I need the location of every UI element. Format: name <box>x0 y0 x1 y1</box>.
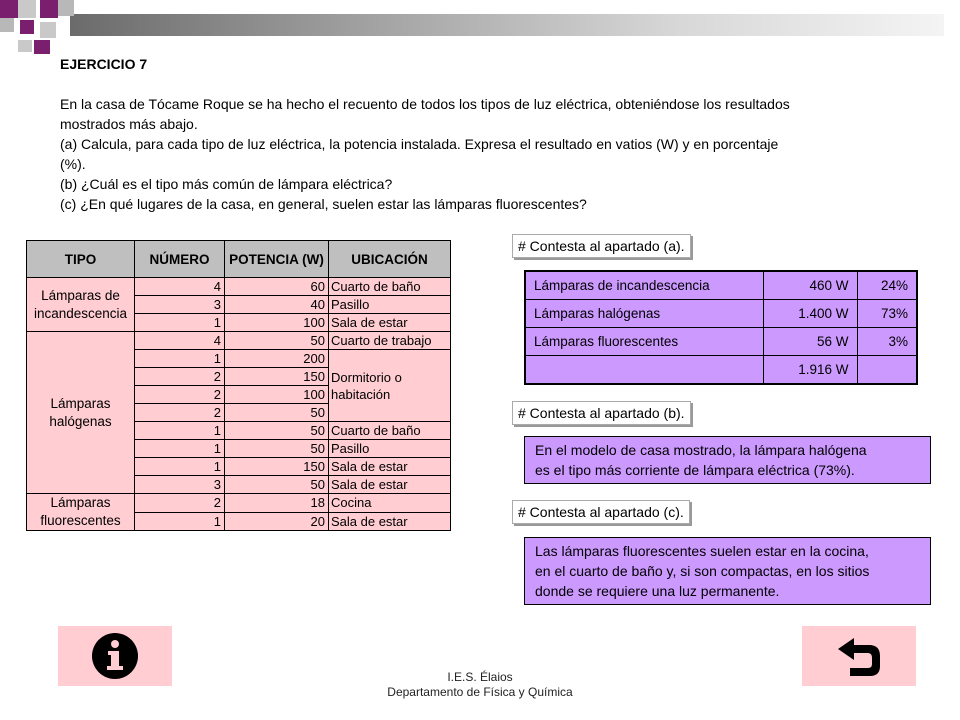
numero-cell: 3 <box>135 476 225 494</box>
numero-cell: 2 <box>135 386 225 404</box>
answer-b-label: # Contesta al apartado (b). <box>512 401 691 425</box>
decor-square <box>40 0 58 18</box>
decor-square <box>40 22 56 38</box>
numero-cell: 1 <box>135 458 225 476</box>
answer-c-text <box>524 537 931 605</box>
numero-cell: 2 <box>135 404 225 422</box>
group-label: halógenas <box>49 413 112 429</box>
statement-line: (c) ¿En qué lugares de la casa, en general, suelen estar las lámparas fluorescentes? <box>60 196 587 212</box>
potencia-cell: 50 <box>225 440 329 458</box>
answer-a-label: # Contesta al apartado (a). <box>512 234 691 258</box>
numero-cell: 1 <box>135 512 225 531</box>
decor-square <box>0 18 14 32</box>
ubicacion-cell: Cuarto de trabajo <box>329 332 451 350</box>
potencia-cell: 50 <box>225 476 329 494</box>
statement-line: En la casa de Tócame Roque se ha hecho el recuento de todos los tipos de luz eléctrica, obteniéndose los resultados <box>60 96 790 112</box>
result-porcentaje: 24% <box>857 271 917 300</box>
lamp-inventory-table <box>26 240 451 531</box>
answer-line: En el modelo de casa mostrado, la lámpara halógena <box>535 442 867 458</box>
potencia-cell: 50 <box>225 332 329 350</box>
footer-school: I.E.S. Élaios <box>447 670 513 684</box>
decor-square <box>18 40 32 52</box>
ubicacion-cell: Sala de estar <box>329 314 451 332</box>
potencia-cell: 18 <box>225 494 329 513</box>
group-fluorescentes <box>27 494 135 531</box>
exercise-statement <box>60 94 890 214</box>
answer-line: en el cuarto de baño y, si son compactas, en los sitios <box>535 563 870 579</box>
ubicacion-cell: Cocina <box>329 494 451 513</box>
result-potencia: 56 W <box>763 328 857 356</box>
result-porcentaje: 73% <box>857 300 917 328</box>
ubicacion-cell: Sala de estar <box>329 458 451 476</box>
statement-line: (%). <box>60 156 86 172</box>
group-incandescencia <box>27 278 135 332</box>
answer-b-text <box>524 436 931 484</box>
answer-a-table <box>524 270 918 385</box>
numero-cell: 4 <box>135 278 225 296</box>
ubicacion-cell-merged: Dormitorio o habitación <box>329 350 451 422</box>
result-porcentaje: 3% <box>857 328 917 356</box>
answer-line: Las lámparas fluorescentes suelen estar en la cocina, <box>535 543 869 559</box>
numero-cell: 4 <box>135 332 225 350</box>
potencia-cell: 60 <box>225 278 329 296</box>
result-empty <box>525 356 763 385</box>
decor-square <box>18 0 36 18</box>
decor-square <box>0 0 18 18</box>
group-label: fluorescentes <box>40 513 121 528</box>
potencia-cell: 50 <box>225 404 329 422</box>
numero-cell: 1 <box>135 350 225 368</box>
ubicacion-cell: Sala de estar <box>329 512 451 531</box>
numero-cell: 1 <box>135 314 225 332</box>
result-total: 1.916 W <box>763 356 857 385</box>
statement-line: (a) Calcula, para cada tipo de luz eléctrica, la potencia instalada. Expresa el resultado en vatios (W) y en porcentaje <box>60 136 779 152</box>
result-tipo: Lámparas de incandescencia <box>525 271 763 300</box>
numero-cell: 1 <box>135 422 225 440</box>
table-row <box>27 278 451 296</box>
numero-cell: 3 <box>135 296 225 314</box>
group-label: Lámparas de <box>41 287 120 303</box>
result-empty <box>857 356 917 385</box>
header-tipo: TIPO <box>27 241 135 278</box>
result-tipo: Lámparas fluorescentes <box>525 328 763 356</box>
header-ubicacion: UBICACIÓN <box>329 241 451 278</box>
footer-department: Departamento de Física y Química <box>387 685 573 699</box>
decor-square <box>34 40 50 54</box>
table-row <box>525 271 917 300</box>
potencia-cell: 40 <box>225 296 329 314</box>
group-label: incandescencia <box>33 305 128 321</box>
title-decor-bar <box>70 14 944 36</box>
table-header-row <box>27 241 451 278</box>
group-label: Lámparas <box>50 495 111 510</box>
numero-cell: 1 <box>135 440 225 458</box>
decor-square <box>20 20 34 34</box>
group-label: Lámparas <box>50 395 111 411</box>
potencia-cell: 150 <box>225 458 329 476</box>
result-tipo: Lámparas halógenas <box>525 300 763 328</box>
statement-line: (b) ¿Cuál es el tipo más común de lámpara eléctrica? <box>60 176 393 192</box>
answer-line: es el tipo más corriente de lámpara eléctrica (73%). <box>535 462 855 478</box>
potencia-cell: 20 <box>225 512 329 531</box>
group-halogenas <box>27 332 135 494</box>
header-potencia: POTENCIA (W) <box>225 241 329 278</box>
answer-line: donde se requiere una luz permanente. <box>535 583 780 599</box>
table-row <box>27 332 451 350</box>
exercise-heading: EJERCICIO 7 <box>60 56 148 72</box>
statement-line: mostrados más abajo. <box>60 116 198 132</box>
table-row <box>525 328 917 356</box>
potencia-cell: 100 <box>225 386 329 404</box>
decor-square <box>58 0 74 16</box>
table-row <box>525 300 917 328</box>
ubicacion-cell: Pasillo <box>329 296 451 314</box>
ubicacion-cell: Pasillo <box>329 440 451 458</box>
potencia-cell: 200 <box>225 350 329 368</box>
ubicacion-cell: Cuarto de baño <box>329 422 451 440</box>
potencia-cell: 100 <box>225 314 329 332</box>
potencia-cell: 50 <box>225 422 329 440</box>
numero-cell: 2 <box>135 368 225 386</box>
ubicacion-cell: Cuarto de baño <box>329 278 451 296</box>
table-row <box>525 356 917 385</box>
ubicacion-cell: Sala de estar <box>329 476 451 494</box>
table-row <box>27 494 451 513</box>
potencia-cell: 150 <box>225 368 329 386</box>
header-numero: NÚMERO <box>135 241 225 278</box>
numero-cell: 2 <box>135 494 225 513</box>
answer-c-label: # Contesta al apartado (c). <box>512 500 690 524</box>
result-potencia: 460 W <box>763 271 857 300</box>
result-potencia: 1.400 W <box>763 300 857 328</box>
